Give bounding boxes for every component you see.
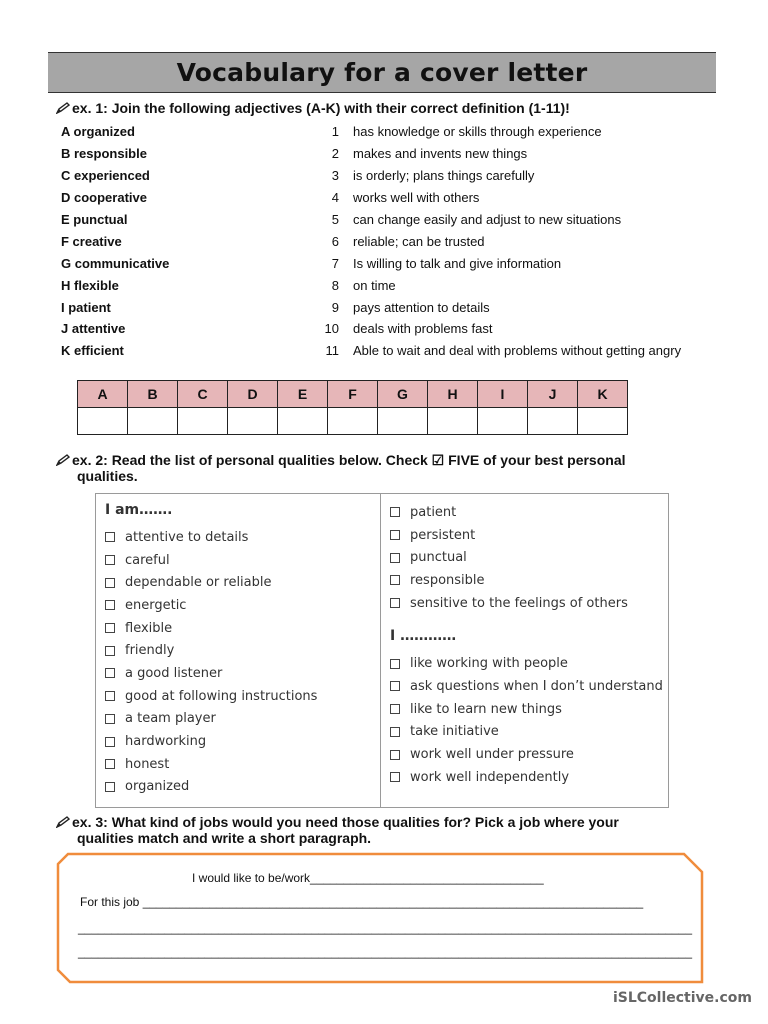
title-bar: [48, 52, 716, 93]
pair-row: [61, 296, 701, 318]
quality-label: hardworking: [125, 734, 207, 750]
quality-item[interactable]: [390, 698, 663, 721]
checkbox[interactable]: [390, 553, 400, 563]
quality-label: sensitive to the feelings of others: [410, 595, 628, 611]
quality-label: responsible: [410, 572, 485, 588]
definition-number: 8: [331, 277, 339, 293]
quality-item[interactable]: [105, 730, 317, 753]
ex2-heading: [56, 452, 626, 469]
pencil-icon: [56, 102, 71, 114]
answer-letters-row: [78, 381, 628, 408]
quality-item[interactable]: [105, 617, 317, 640]
pair-row: [61, 252, 701, 274]
quality-label: like to learn new things: [410, 701, 562, 717]
answer-letter-cell: A: [78, 381, 128, 408]
quality-item[interactable]: [105, 753, 317, 776]
quality-label: patient: [410, 504, 457, 520]
pencil-icon: [56, 816, 71, 828]
adjective: G communicative: [61, 255, 170, 271]
definition-number: 9: [331, 299, 339, 315]
checkbox[interactable]: [390, 530, 400, 540]
quality-item[interactable]: [390, 743, 663, 766]
checkbox[interactable]: [390, 772, 400, 782]
checkbox[interactable]: [105, 600, 115, 610]
answer-letter-cell: F: [328, 381, 378, 408]
adjective: E punctual: [61, 212, 128, 227]
checkbox[interactable]: [390, 598, 400, 608]
pair-row: [61, 230, 701, 252]
quality-item[interactable]: [390, 501, 663, 524]
write-line-job[interactable]: I would like to be/work___________________________________: [192, 871, 544, 885]
definition-number: 3: [331, 168, 339, 184]
quality-item[interactable]: [390, 652, 663, 675]
definition-number: 6: [331, 233, 339, 249]
answer-letter-cell: B: [128, 381, 178, 408]
checkbox[interactable]: [390, 681, 400, 691]
pair-row: [61, 143, 701, 165]
answer-letter-cell: K: [578, 381, 628, 408]
left-column: [105, 502, 317, 798]
right-column: [390, 501, 663, 789]
adjective: H flexible: [61, 277, 119, 293]
adjective: B responsible: [61, 146, 147, 162]
answer-letter-cell: E: [278, 381, 328, 408]
watermark: iSLCollective.com: [612, 990, 752, 1006]
quality-item[interactable]: [390, 675, 663, 698]
quality-label: attentive to details: [125, 529, 249, 545]
definition: on time: [353, 277, 396, 293]
checkbox[interactable]: [105, 691, 115, 701]
definition-number: 5: [331, 212, 339, 227]
answer-input-cell[interactable]: [78, 408, 128, 435]
ex3-heading-line2: qualities match and write a short paragraph.: [77, 830, 372, 846]
checkbox[interactable]: [390, 575, 400, 585]
adjective: I patient: [61, 299, 111, 315]
answer-letter-cell: I: [478, 381, 528, 408]
column-divider: [380, 494, 381, 807]
definition: can change easily and adjust to new situations: [353, 212, 622, 227]
quality-item[interactable]: [390, 546, 663, 569]
adjective: D cooperative: [61, 190, 147, 206]
checkbox[interactable]: [105, 668, 115, 678]
adjective-definition-list: [61, 121, 701, 362]
quality-item[interactable]: [390, 766, 663, 789]
adjective: J attentive: [61, 321, 126, 337]
answer-input-cell[interactable]: [578, 408, 628, 435]
adjective: F creative: [61, 233, 122, 249]
write-line-blank-2[interactable]: ____________________________________________________________________________________________: [78, 945, 692, 959]
adjective: C experienced: [61, 168, 150, 184]
checkbox[interactable]: [390, 507, 400, 517]
answer-input-cell[interactable]: [128, 408, 178, 435]
definition: has knowledge or skills through experience: [353, 124, 602, 140]
answer-input-cell[interactable]: [328, 408, 378, 435]
quality-item[interactable]: [105, 594, 317, 617]
pencil-icon: [56, 454, 71, 466]
quality-label: dependable or reliable: [125, 575, 272, 591]
answer-input-cell[interactable]: [428, 408, 478, 435]
checkbox[interactable]: [105, 737, 115, 747]
quality-item[interactable]: [390, 569, 663, 592]
definition: Able to wait and deal with problems without getting angry: [353, 343, 682, 359]
ex2-heading-line2: qualities.: [77, 468, 138, 484]
adjective: A organized: [61, 124, 135, 140]
checkbox[interactable]: [105, 646, 115, 656]
quality-label: honest: [125, 756, 170, 772]
definition: reliable; can be trusted: [353, 233, 485, 249]
definition: deals with problems fast: [353, 321, 493, 337]
checkbox[interactable]: [105, 555, 115, 565]
definition-number: 1: [331, 124, 339, 140]
quality-item[interactable]: [105, 662, 317, 685]
quality-label: work well under pressure: [410, 747, 574, 763]
ex1-heading: [56, 100, 570, 117]
definition-number: 10: [324, 321, 339, 337]
write-line-blank-1[interactable]: ____________________________________________________________________________________________: [78, 921, 692, 935]
writing-area[interactable]: [56, 852, 704, 984]
quality-label: persistent: [410, 527, 476, 543]
definition: pays attention to details: [353, 299, 490, 315]
quality-label: work well independently: [410, 769, 570, 785]
checkbox[interactable]: [390, 750, 400, 760]
quality-label: organized: [125, 779, 190, 795]
ex3-heading-text: ex. 3: What kind of jobs would you need those qualities for? Pick a job where your: [72, 814, 619, 830]
quality-item[interactable]: [390, 524, 663, 547]
quality-item[interactable]: [105, 549, 317, 572]
checkbox[interactable]: [390, 704, 400, 714]
quality-label: energetic: [125, 597, 187, 613]
definition-number: 4: [331, 190, 339, 206]
answer-input-cell[interactable]: [278, 408, 328, 435]
definition: Is willing to talk and give information: [353, 255, 562, 271]
quality-label: like working with people: [410, 656, 568, 672]
checkbox[interactable]: [105, 623, 115, 633]
definition: makes and invents new things: [353, 146, 528, 162]
answer-letter-cell: C: [178, 381, 228, 408]
quality-label: good at following instructions: [125, 688, 318, 704]
answer-blank-row: [78, 408, 628, 435]
pair-row: [61, 165, 701, 187]
quality-label: flexible: [125, 620, 173, 636]
quality-label: take initiative: [410, 724, 499, 740]
pair-row: [61, 340, 701, 362]
answer-input-cell[interactable]: [528, 408, 578, 435]
definition-number: 7: [331, 255, 339, 271]
answer-letter-cell: G: [378, 381, 428, 408]
quality-label: careful: [125, 552, 170, 568]
quality-item[interactable]: [105, 685, 317, 708]
ex1-heading-text: ex. 1: Join the following adjectives (A-K) with their correct definition (1-11)!: [72, 100, 570, 116]
adjective: K efficient: [61, 343, 124, 359]
pair-row: [61, 121, 701, 143]
checkbox[interactable]: [390, 659, 400, 669]
quality-item[interactable]: [390, 592, 663, 615]
answer-input-cell[interactable]: [178, 408, 228, 435]
definition: works well with others: [353, 190, 480, 206]
checkbox[interactable]: [105, 782, 115, 792]
quality-item[interactable]: [105, 571, 317, 594]
answer-input-cell[interactable]: [478, 408, 528, 435]
checkbox[interactable]: [390, 727, 400, 737]
i-header: I …………: [390, 628, 457, 645]
ex2-heading-text: ex. 2: Read the list of personal qualities below. Check ☑ FIVE of your best personal: [72, 452, 626, 468]
ex3-heading: [56, 814, 619, 831]
checkbox[interactable]: [105, 578, 115, 588]
checkbox[interactable]: [105, 532, 115, 542]
quality-item[interactable]: [105, 639, 317, 662]
quality-item[interactable]: [105, 708, 317, 731]
quality-label: a team player: [125, 711, 216, 727]
quality-item[interactable]: [105, 526, 317, 549]
answer-letter-cell: H: [428, 381, 478, 408]
write-line-for-this-job[interactable]: For this job ___________________________________________________________________________: [80, 895, 644, 909]
page-title: Vocabulary for a cover letter: [176, 58, 588, 87]
quality-label: ask questions when I don’t understand: [410, 678, 663, 694]
answer-input-cell[interactable]: [378, 408, 428, 435]
checkbox[interactable]: [105, 759, 115, 769]
pair-row: [61, 318, 701, 340]
definition-number: 11: [325, 343, 339, 359]
quality-item[interactable]: [105, 776, 317, 799]
answer-letter-cell: J: [528, 381, 578, 408]
pair-row: [61, 209, 701, 231]
quality-label: a good listener: [125, 665, 223, 681]
definition: is orderly; plans things carefully: [353, 168, 535, 184]
pair-row: [61, 187, 701, 209]
qualities-box: [95, 493, 669, 808]
answer-table: [77, 380, 628, 435]
checkbox[interactable]: [105, 714, 115, 724]
quality-label: friendly: [125, 643, 175, 659]
pair-row: [61, 274, 701, 296]
answer-input-cell[interactable]: [228, 408, 278, 435]
i-am-header: I am…….: [105, 502, 173, 518]
definition-number: 2: [331, 146, 339, 162]
quality-label: punctual: [410, 550, 467, 566]
quality-item[interactable]: [390, 721, 663, 744]
answer-letter-cell: D: [228, 381, 278, 408]
